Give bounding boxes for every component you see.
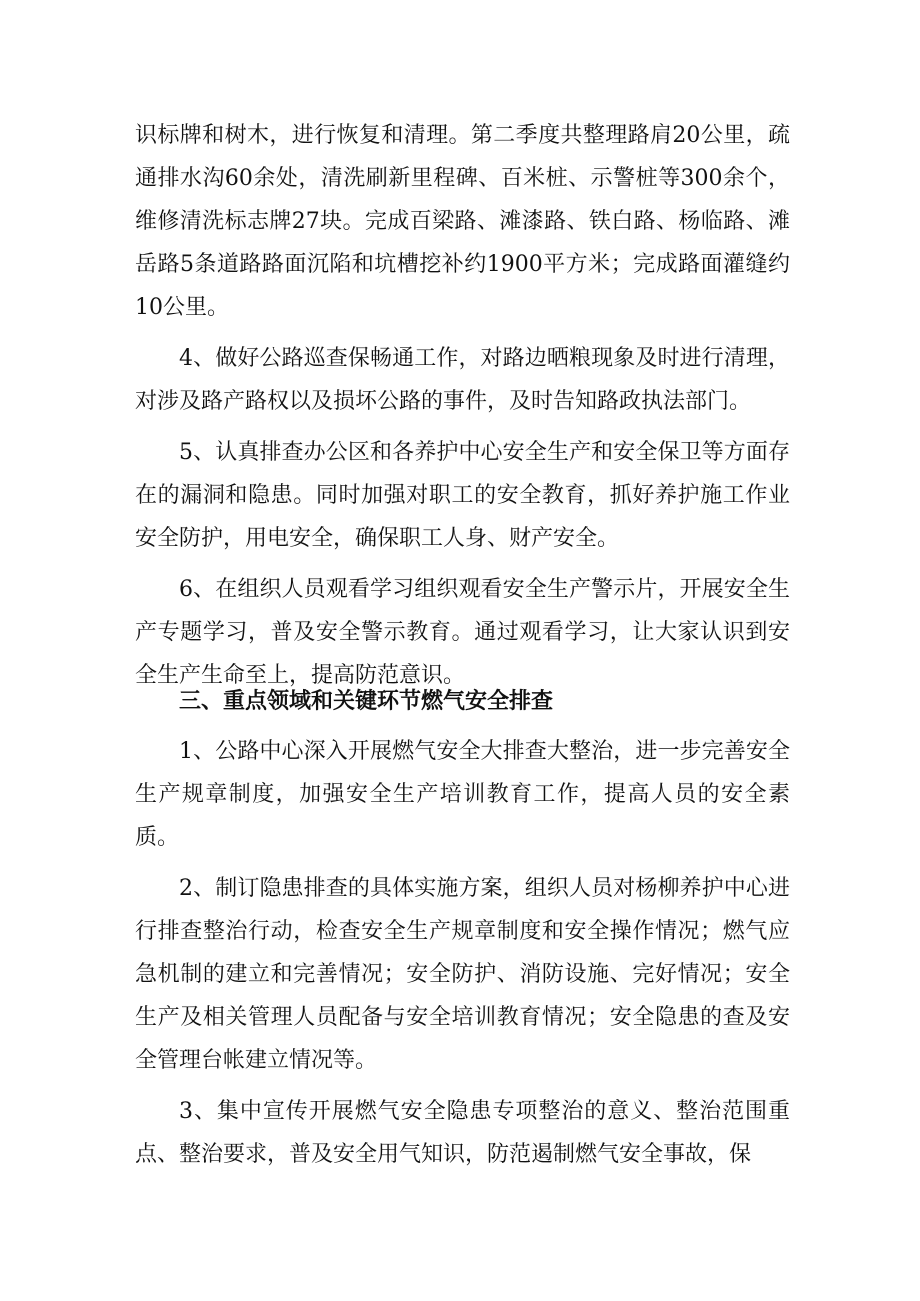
- section-heading: 三、重点领域和关键环节燃气安全排查: [179, 689, 554, 714]
- body-text-bottom: [135, 730, 790, 1184]
- paragraph-item-1: 1、公路中心深入开展燃气安全大排查大整治，进一步完善安全生产规章制度，加强安全生产培训教育工作，提高人员的安全素质。: [135, 739, 790, 850]
- paragraph-item-6: 6、在组织人员观看学习组织观看安全生产警示片，开展安全生产专题学习，普及安全警示教育。通过观看学习，让大家认识到安全生产生命至上，提高防范意识。: [135, 577, 790, 688]
- paragraph-item-4: 4、做好公路巡查保畅通工作，对路边晒粮现象及时进行清理，对涉及路产路权以及损坏公路的事件，及时告知路政执法部门。: [135, 346, 790, 414]
- body-text-top: [135, 114, 790, 705]
- paragraph-item-2: 2、制订隐患排查的具体实施方案，组织人员对杨柳养护中心进行排查整治行动，检查安全生产规章制度和安全操作情况；燃气应急机制的建立和完善情况；安全防护、消防设施、完好情况；安全生产及相关管理人员配备与安全培训教育情况；安全隐患的查及安全管理台帐建立情况等。: [135, 876, 790, 1073]
- paragraph-item-5: 5、认真排查办公区和各养护中心安全生产和安全保卫等方面存在的漏洞和隐患。同时加强对职工的安全教育，抓好养护施工作业安全防护，用电安全，确保职工人身、财产安全。: [135, 440, 790, 551]
- paragraph-item-3: 3、集中宣传开展燃气安全隐患专项整治的意义、整治范围重点、整治要求，普及安全用气知识，防范遏制燃气安全事故，保: [135, 1099, 790, 1167]
- paragraph-continued: 识标牌和树木，进行恢复和清理。第二季度共整理路肩20公里，疏通排水沟60余处，清洗刷新里程碑、百米桩、示警桩等300余个，维修清洗标志牌27块。完成百梁路、滩漆路、铁白路、杨临路、滩岳路5条道路路面沉陷和坑槽挖补约1900平方米；完成路面灌缝约10公里。: [135, 123, 790, 320]
